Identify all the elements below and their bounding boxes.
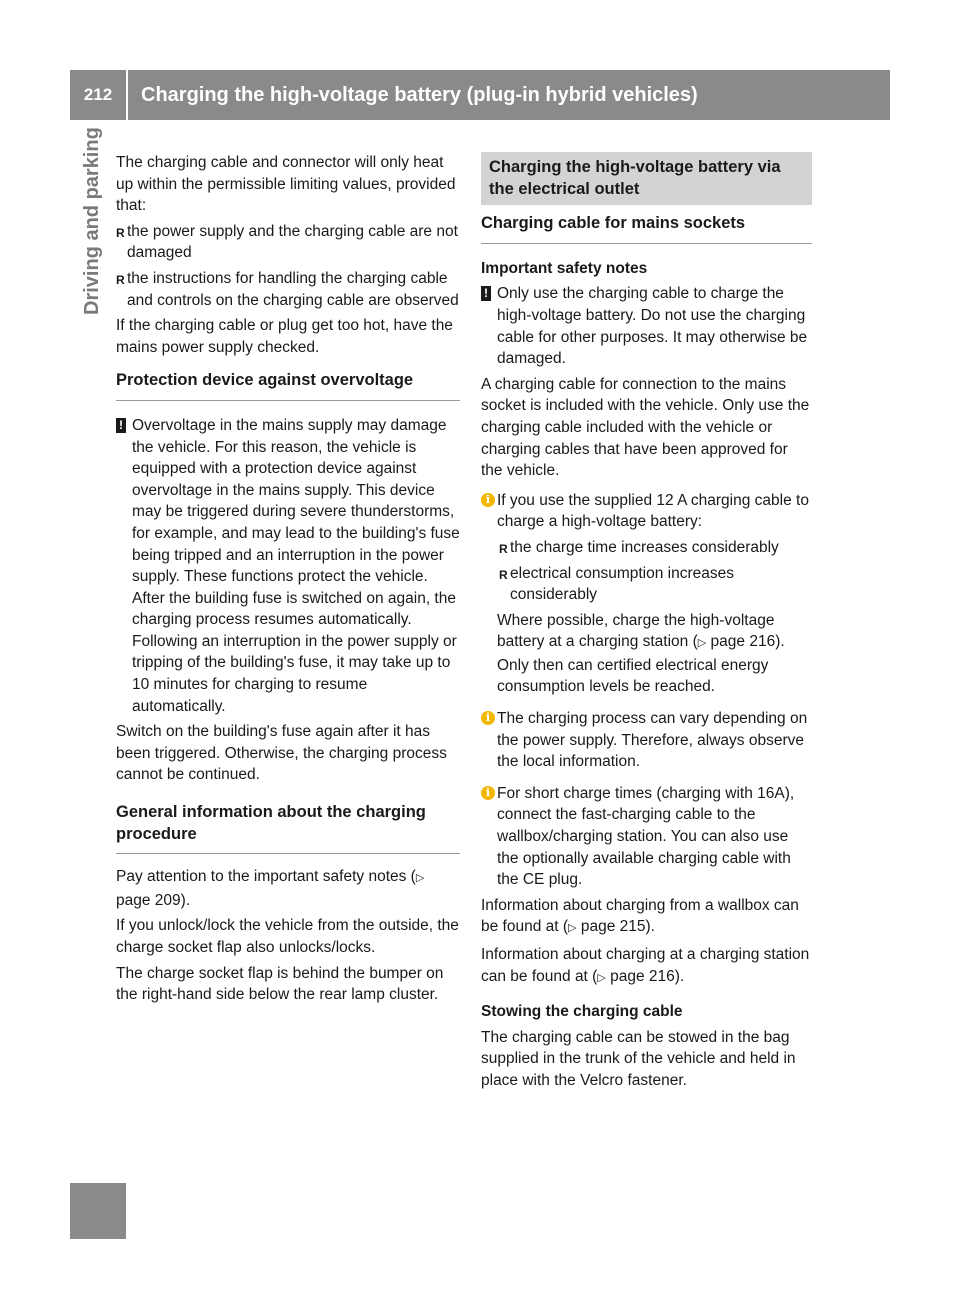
subheading: Important safety notes bbox=[481, 259, 648, 277]
warning-note bbox=[481, 283, 812, 369]
paragraph: If the charging cable or plug get too hot, have the mains power supply checked. bbox=[116, 317, 453, 356]
info-icon: i bbox=[481, 786, 495, 800]
page-reference[interactable]: page 215 bbox=[580, 918, 646, 936]
side-tab-label: Driving and parking bbox=[81, 127, 103, 315]
page-reference[interactable]: page 216 bbox=[610, 967, 675, 985]
paragraph: The charging cable can be stowed in the bag supplied in the trunk of the vehicle and held in place with the Velcro fastener. bbox=[481, 1028, 796, 1089]
paragraph: Information about charging at a charging station can be found at (▷ page 216). bbox=[481, 946, 810, 985]
page-title: Charging the high-voltage battery (plug-in hybrid vehicles) bbox=[141, 84, 698, 106]
section-heading: Protection device against overvoltage bbox=[116, 370, 460, 401]
page-reference[interactable]: page 216 bbox=[710, 633, 776, 651]
page-reference-icon: ▷ bbox=[697, 637, 707, 650]
page-reference[interactable]: page 209 bbox=[116, 891, 181, 909]
info-text: For short charge times (charging with 16A), connect the fast-charging cable to the wallbox/charging station. You can also use the optionally available charging cable with the CE plug. bbox=[497, 784, 795, 889]
info-note bbox=[481, 708, 812, 773]
info-note bbox=[481, 783, 812, 891]
info-text: The charging process can vary depending on the power supply. Therefore, always observe the local information. bbox=[497, 710, 808, 771]
list-item: R the power supply and the charging cable are not damaged bbox=[116, 221, 460, 264]
paragraph: Information about charging from a wallbox can be found at (▷ page 215). bbox=[481, 896, 799, 936]
warning-text: Only use the charging cable to charge the high-voltage battery. Do not use the charging cable for other purposes. It may otherwise be damaged. bbox=[497, 285, 808, 368]
list-item: R electrical consumption increases considerably bbox=[499, 563, 812, 606]
page-reference-icon: ▷ bbox=[597, 971, 606, 984]
side-tab bbox=[81, 127, 117, 315]
info-icon: i bbox=[481, 711, 495, 725]
paragraph: If you unlock/lock the vehicle from the outside, the charge socket flap also unlocks/locks. bbox=[116, 917, 459, 956]
page-reference-icon: ▷ bbox=[568, 922, 577, 935]
section-heading: General information about the charging procedure bbox=[116, 802, 460, 854]
header-divider bbox=[126, 70, 128, 120]
list-item: R the instructions for handling the charging cable and controls on the charging cable are observed bbox=[116, 268, 460, 311]
chapter-box-title: Charging the high-voltage battery via the electrical outlet bbox=[481, 152, 812, 205]
paragraph: Switch on the building's fuse again after it has been triggered. Otherwise, the charging process cannot be continued. bbox=[116, 723, 447, 784]
left-column bbox=[116, 152, 460, 1010]
section-heading: Charging cable for mains sockets bbox=[481, 213, 812, 244]
page-number: 212 bbox=[83, 85, 113, 104]
warning-icon: ! bbox=[116, 418, 126, 433]
info-note bbox=[481, 490, 812, 698]
paragraph: Pay attention to the important safety notes (▷ page 209). bbox=[116, 868, 425, 909]
info-text: If you use the supplied 12 A charging cable to charge a high-voltage battery: bbox=[497, 491, 809, 531]
intro-paragraph: The charging cable and connector will only heat up within the permissible limiting values, provided that: bbox=[116, 154, 456, 215]
paragraph: A charging cable for connection to the mains socket is included with the vehicle. Only use the charging cable included with the vehicle or charging cables that have been approved for the vehicle. bbox=[481, 375, 810, 480]
subheading: Stowing the charging cable bbox=[481, 1003, 683, 1021]
list-item: R the charge time increases considerably bbox=[499, 537, 812, 559]
right-column bbox=[481, 152, 812, 1096]
page-reference-icon: ▷ bbox=[415, 872, 425, 885]
info-icon: i bbox=[481, 493, 495, 507]
warning-note bbox=[116, 415, 460, 717]
warning-icon: ! bbox=[481, 286, 491, 301]
warning-text: Overvoltage in the mains supply may damage the vehicle. For this reason, the vehicle is equipped with a protection device against overvoltage in the mains supply. This device may be triggered during severe thunderstorms, for example, and may lead to the building's fuse being tripped and an interruption in the power supply. These functions protect the vehicle. After the building fuse is switched on again, the charging process resumes automatically. Following an interruption in the power supply or tripping of the building's fuse, it may take up to 10 minutes for charging to resume automatically. bbox=[132, 416, 460, 715]
info-text: Where possible, charge the high-voltage battery at a charging station (▷ page 216). Only then can certified electrical energy consumption levels be reached. bbox=[497, 611, 785, 696]
side-tab-marker bbox=[70, 1183, 126, 1239]
paragraph: The charge socket flap is behind the bumper on the right-hand side below the rear lamp cluster. bbox=[116, 964, 444, 1004]
